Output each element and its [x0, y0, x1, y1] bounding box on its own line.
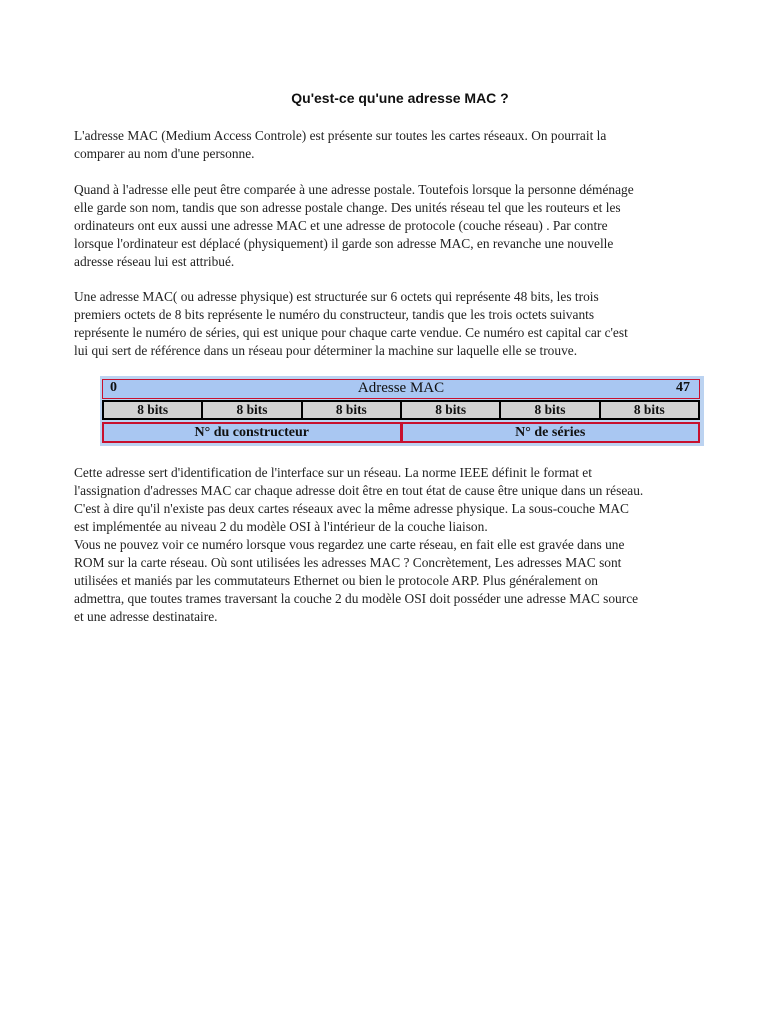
text-line: admettra, que toutes trames traversant la couche 2 du modèle OSI doit posséder une adresse MAC source	[74, 591, 639, 606]
text-line: et une adresse destinataire.	[74, 609, 218, 624]
text-line: elle garde son nom, tandis que son adresse postale change. Des unités réseau tel que les routeurs et les	[74, 200, 621, 215]
text-line: représente le numéro de séries, qui est unique pour chaque carte vendue. Ce numéro est capital car c'est	[74, 325, 628, 340]
text-line: adresse réseau lui est attribué.	[74, 254, 235, 269]
text-line: Vous ne pouvez voir ce numéro lorsque vous regardez une carte réseau, en fait elle est gravée dans une	[74, 537, 625, 552]
text-line: lorsque l'ordinateur est déplacé (physiquement) il garde son adresse MAC, en revanche une nouvelle	[74, 236, 614, 251]
octet-cell: 8 bits	[402, 402, 501, 418]
text-line: Cette adresse sert d'identification de l'interface sur un réseau. La norme IEEE définit le format et	[74, 465, 592, 480]
text-line: L'adresse MAC (Medium Access Controle) est présente sur toutes les cartes réseaux. On pourrait la	[74, 128, 607, 143]
constructeur-cell: N° du constructeur	[102, 422, 402, 443]
mac-address-table	[100, 376, 704, 446]
text-line: premiers octets de 8 bits représente le numéro du constructeur, tandis que les trois octets suivants	[74, 307, 595, 322]
bit-end-label: 47	[676, 380, 690, 395]
text-line: ordinateurs ont eux aussi une adresse MAC et une adresse de protocole (couche réseau) . Par contre	[74, 218, 608, 233]
text-line: Quand à l'adresse elle peut être comparée à une adresse postale. Toutefois lorsque la personne déménage	[74, 182, 634, 197]
octet-cell: 8 bits	[104, 402, 203, 418]
text-line: C'est à dire qu'il n'existe pas deux cartes réseaux avec la même adresse physique. La sous-couche MAC	[74, 501, 629, 516]
octet-cell: 8 bits	[601, 402, 698, 418]
mac-header-row	[102, 379, 700, 399]
mac-label: Adresse MAC	[357, 380, 445, 396]
octet-cell: 8 bits	[203, 402, 302, 418]
paragraph-postal-analogy	[74, 181, 738, 271]
series-cell: N° de séries	[402, 422, 701, 443]
fields-row	[102, 422, 700, 443]
text-line: comparer au nom d'une personne.	[74, 146, 255, 161]
paragraph-structure	[74, 288, 738, 360]
octet-cell: 8 bits	[501, 402, 600, 418]
text-line: lui qui sert de référence dans un réseau pour déterminer la machine sur laquelle elle se trouve.	[74, 343, 578, 358]
text-line: ROM sur la carte réseau. Où sont utilisées les adresses MAC ? Concrètement, Les adresses MAC sont	[74, 555, 622, 570]
octet-cell: 8 bits	[303, 402, 402, 418]
text-line: est implémentée au niveau 2 du modèle OSI à l'intérieur de la couche liaison.	[74, 519, 488, 534]
page-title: Qu'est-ce qu'une adresse MAC ?	[291, 90, 509, 106]
paragraph-identification	[74, 464, 738, 626]
text-line: utilisées et maniés par les commutateurs Ethernet ou bien le protocole ARP. Plus généralement on	[74, 573, 598, 588]
text-line: Une adresse MAC( ou adresse physique) est structurée sur 6 octets qui représente 48 bits, les trois	[74, 289, 599, 304]
bit-start-label: 0	[110, 380, 117, 395]
octets-row	[102, 400, 700, 420]
text-line: l'assignation d'adresses MAC car chaque adresse doit être en tout état de cause être unique dans un réseau.	[74, 483, 644, 498]
paragraph-intro	[74, 127, 738, 163]
